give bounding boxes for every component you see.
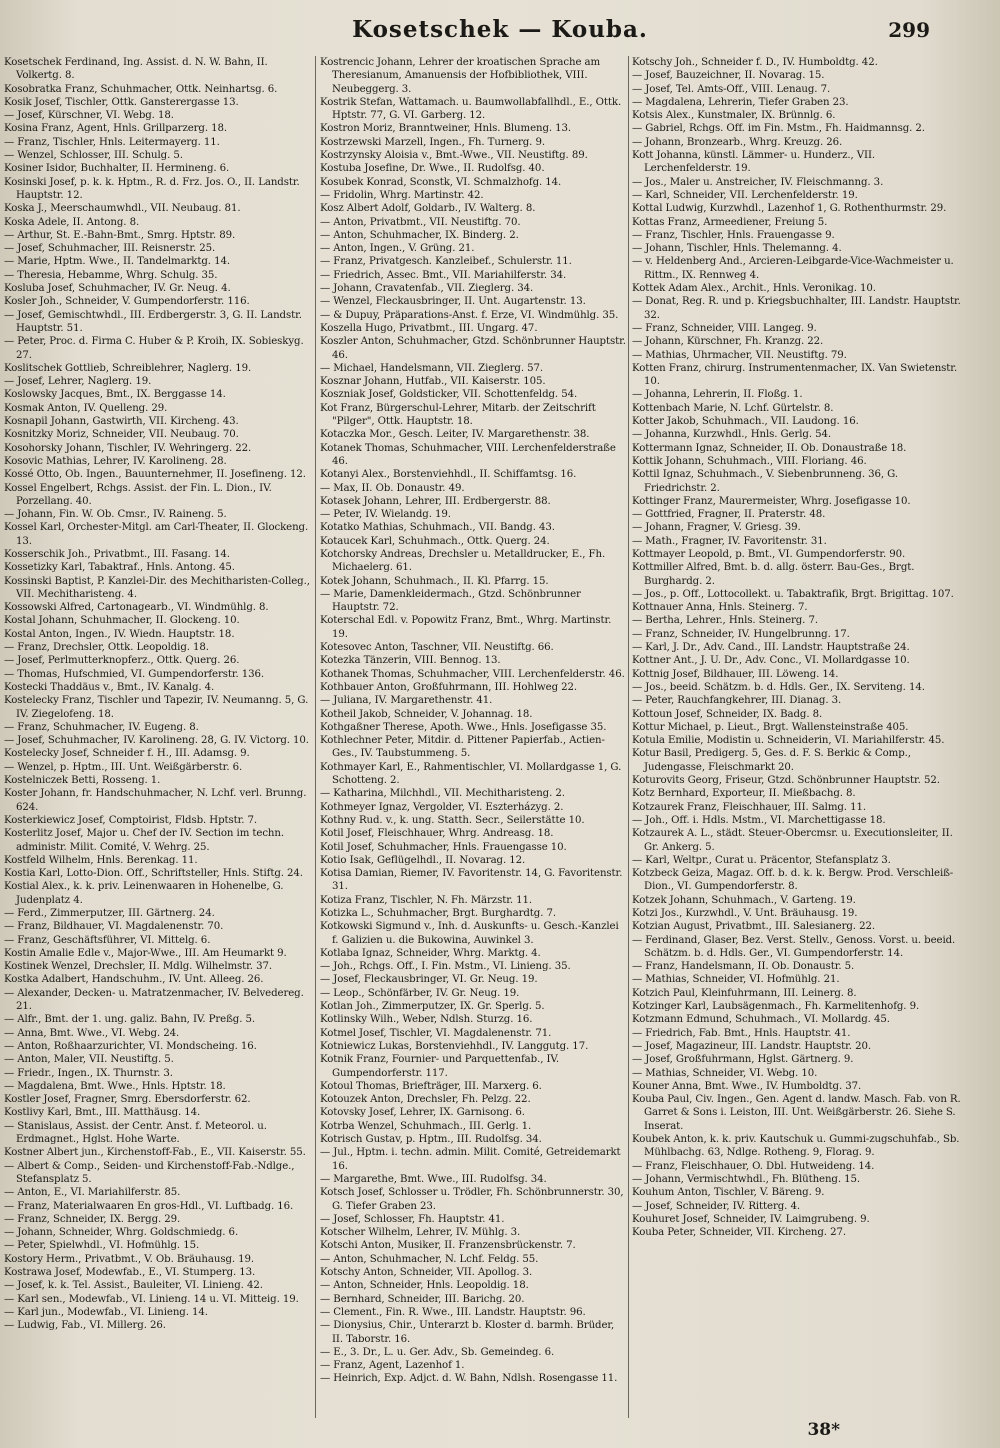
directory-entry: Kotzian August, Privatbmt., III. Salesianerg. 22. [632, 921, 875, 933]
directory-entry: Kotzmann Edmund, Schuhmach., VI. Mollardg. 45. [632, 1014, 890, 1026]
directory-entry: Kotasek Johann, Lehrer, III. Erdbergerstr. 88. [320, 495, 551, 507]
directory-entry: Kostial Alex., k. k. priv. Leinenwaaren in Hohenelbe, G. Judenplatz 4. [4, 881, 284, 906]
directory-entry: — Karl, Weltpr., Curat u. Präcentor, Stefansplatz 3. [632, 854, 891, 866]
directory-entry: Kostecki Thaddäus v., Bmt., IV. Kanalg. 4. [4, 681, 215, 693]
directory-entry: — Josef, Großfuhrmann, Hglst. Gärtnerg. 9. [632, 1054, 854, 1066]
directory-entry: — Franz, Schneider, IX. Bergg. 29. [4, 1213, 181, 1225]
directory-entry: Kostinek Wenzel, Drechsler, II. Mdlg. Wilhelmstr. 37. [4, 961, 272, 973]
directory-entry: — Mathias, Schneider, VI. Webg. 10. [632, 1067, 818, 1079]
directory-entry: — Ferd., Zimmerputzer, III. Gärtnerg. 24. [4, 908, 215, 919]
directory-entry: Kotnik Franz, Fournier- und Parquettenfab., IV. Gumpendorferstr. 117. [320, 1054, 560, 1079]
directory-entry: Kosz Albert Adolf, Goldarb., IV. Walterg. 8. [320, 203, 536, 215]
directory-entry: — Josef, k. k. Tel. Assist., Bauleiter, VI. Linieng. 42. [4, 1280, 263, 1292]
directory-entry: — Anton, Schneider, Hnls. Leopoldig. 18. [320, 1280, 529, 1292]
directory-entry: Kotschi Anton, Musiker, II. Franzensbrückenstr. 7. [320, 1240, 576, 1252]
directory-entry: — Arthur, St. E.-Bahn-Bmt., Smrg. Hptstr. 89. [4, 229, 236, 241]
directory-entry: — Johann, Cravatenfab., VII. Zieglerg. 34. [320, 283, 534, 295]
directory-entry: — Franz, Agent, Lazenhof 1. [320, 1360, 465, 1372]
directory-entry: Koszler Anton, Schuhmacher, Gtzd. Schönbrunner Hauptstr. 46. [320, 336, 626, 361]
directory-entry: — Magdalena, Lehrerin, Tiefer Graben 23. [632, 96, 849, 108]
directory-entry: Kottek Adam Alex., Archit., Hnls. Veronikag. 10. [632, 283, 876, 295]
directory-entry: — Clement., Fin. R. Wwe., III. Landstr. Hauptstr. 96. [320, 1306, 586, 1318]
directory-entry: — Josef, Bauzeichner, II. Novarag. 15. [632, 70, 825, 82]
directory-entry: — Josef, Perlmutterknopferz., Ottk. Querg. 26. [4, 655, 240, 667]
directory-entry: Kotatko Mathias, Schuhmach., VII. Bandg. 43. [320, 522, 555, 534]
directory-entry: — Jos., beeid. Schätzm. b. d. Hdls. Ger., IX. Serviteng. 14. [632, 681, 925, 693]
directory-entry: Kosubek Konrad, Sconstk, VI. Schmalzhofg. 14. [320, 176, 562, 188]
directory-entry: — Anton, Roßhaarzurichter, VI. Mondscheing. 16. [4, 1040, 257, 1052]
directory-entry: — Josef, Schlosser, Fh. Hauptstr. 41. [320, 1213, 505, 1225]
directory-entry: — Franz, Tischler, Hnls. Leitermayerg. 11. [4, 136, 220, 148]
directory-entry: Koska J., Meerschaumwhdl., VII. Neubaug. 81. [4, 203, 241, 215]
directory-entry: — Math., Fragner, IV. Favoritenstr. 31. [632, 535, 827, 547]
directory-entry: Kotoul Thomas, Briefträger, III. Marxerg. 6. [320, 1080, 542, 1092]
directory-entry: — Fridolin, Whrg. Martinstr. 42. [320, 189, 484, 201]
directory-entry: Kottnig Josef, Bildhauer, III. Löweng. 14. [632, 668, 839, 680]
directory-entry: — Peter, Proc. d. Firma C. Huber & P. Kroih, IX. Sobieskyg. 27. [4, 336, 304, 361]
directory-entry: Kotter Jakob, Schuhmach., VII. Laudong. 16. [632, 416, 859, 428]
directory-entry: Kostelniczek Betti, Rosseng. 1. [4, 775, 161, 787]
directory-entry: Kotschy Anton, Schneider, VII. Apollog. 3. [320, 1267, 533, 1279]
directory-entry: — Karl jun., Modewfab., VI. Linieng. 14. [4, 1306, 208, 1318]
directory-entry: — Alfr., Bmt. der 1. ung. galiz. Bahn, IV. Preßg. 5. [4, 1014, 255, 1026]
directory-entry: — Josef, Schuhmacher, III. Reisnerstr. 25. [4, 243, 216, 255]
directory-entry: Kotchorsky Andreas, Drechsler u. Metalldrucker, E., Fh. Michaelerg. 61. [320, 548, 606, 574]
directory-entry: — Anna, Bmt. Wwe., VI. Webg. 24. [4, 1027, 180, 1039]
directory-entry: Kotaczka Mor., Gesch. Leiter, IV. Margarethenstr. 38. [320, 429, 590, 441]
directory-entry: — Johann, Bronzearb., Whrg. Kreuzg. 26. [632, 136, 843, 148]
directory-entry: Kostrencic Johann, Lehrer der kroatischen Sprache am Theresianum, Amanuensis der Hofbibliothek, VIII. Neubeggerg. 3. [320, 57, 601, 95]
page-title: Kosetschek — Kouba. [352, 16, 648, 43]
directory-entry: — Ferdinand, Glaser, Bez. Verst. Stellv., Genoss. Vorst. u. beeid. Schätzm. b. d. Hdls. Ger., VI. Gumpendorferstr. 14. [632, 934, 956, 959]
directory-entry: Kotiza Franz, Tischler, N. Fh. Märzstr. 11. [320, 894, 533, 906]
directory-entry: — Franz, Geschäftsführer, VI. Mittelg. 6. [4, 934, 211, 946]
column-divider [315, 56, 316, 1418]
directory-entry: Kotlinsky Wilh., Weber, Ndlsh. Sturzg. 16. [320, 1014, 533, 1026]
directory-entry: Kotanyi Alex., Borstenviehhdl., II. Schiffamtsg. 16. [320, 469, 577, 481]
directory-entry: — Josef, Schuhmacher, IV. Karolineng. 28, G. IV. Victorg. 10. [4, 735, 309, 747]
column-left [4, 56, 312, 1418]
directory-entry: Kotheil Jakob, Schneider, V. Johannag. 18. [320, 708, 533, 720]
directory-entry: Kostory Herm., Privatbmt., V. Ob. Bräuhausg. 19. [4, 1253, 255, 1265]
directory-entry: — Albert & Comp., Seiden- und Kirchenstoff-Fab.-Ndlge., Stefansplatz 5. [4, 1160, 295, 1185]
directory-entry: Kosinski Josef, p. k. k. Hptm., R. d. Frz. Jos. O., II. Landstr. Hauptstr. 12. [4, 176, 300, 201]
directory-entry: Kottur Michael, p. Lieut., Brgt. Wallensteinstraße 405. [632, 721, 909, 733]
directory-entry: — Karl sen., Modewfab., VI. Linieng. 14 u. VI. Mitteig. 19. [4, 1293, 299, 1305]
directory-entry: Kouba Paul, Civ. Ingen., Gen. Agent d. landw. Masch. Fab. von R. Garret & Sons i. Leiston, III. Unt. Weißgärberstr. 26. Siehe S. Inserat. [632, 1094, 961, 1132]
directory-entry: Koster Johann, fr. Handschuhmacher, N. Lchf. verl. Brunng. 624. [4, 788, 307, 813]
directory-entry: Kosnapil Johann, Gastwirth, VII. Kircheng. 43. [4, 416, 239, 428]
directory-entry: — Franz, Materialwaaren En gros-Hdl., VI. Luftbadg. 16. [4, 1200, 294, 1212]
directory-entry: Kottil Ignaz, Schuhmach., V. Siebenbrunneng. 36, G. Friedrichstr. 2. [632, 469, 898, 494]
directory-entry: Kotaucek Karl, Schuhmach., Ottk. Querg. 24. [320, 535, 550, 547]
directory-entry: Kothmeyer Ignaz, Vergolder, VI. Eszterházyg. 2. [320, 801, 564, 813]
directory-entry: — Wenzel, Fleckausbringer, II. Unt. Augartenstr. 13. [320, 296, 586, 308]
directory-entry: — Mathias, Uhrmacher, VII. Neustiftg. 79. [632, 349, 847, 361]
directory-entry: — Johanna, Kurzwhdl., Hnls. Gerlg. 54. [632, 429, 832, 441]
directory-entry: Kosina Franz, Agent, Hnls. Grillparzerg. 18. [4, 123, 228, 135]
directory-entry: Kotzinger Karl, Laubsägenmach., Fh. Karmelitenhofg. 9. [632, 1001, 920, 1013]
directory-entry: — Franz, Schneider, IV. Hungelbrunng. 17. [632, 628, 850, 640]
directory-entry: Kosmak Anton, IV. Quelleng. 29. [4, 402, 168, 414]
directory-entry: — Margarethe, Bmt. Wwe., III. Rudolfsg. 34. [320, 1173, 547, 1185]
directory-entry: Kotanek Thomas, Schuhmacher, VIII. Lerchenfelderstraße 46. [320, 442, 616, 467]
directory-entry: Kostrik Stefan, Wattamach. u. Baumwollabfallhdl., E., Ottk. Hptstr. 77, G. VI. Garberg. 12. [320, 96, 622, 122]
directory-entry: — Franz, Schneider, VIII. Langeg. 9. [632, 322, 817, 334]
directory-entry: Kosetschek Ferdinand, Ing. Assist. d. N. W. Bahn, II. Volkertg. 8. [4, 57, 268, 82]
directory-entry: Kouba Peter, Schneider, VII. Kircheng. 27. [632, 1227, 846, 1239]
directory-entry: — Friedr., Ingen., IX. Thurnstr. 3. [4, 1067, 173, 1079]
directory-entry: — Franz, Fleischhauer, O. Dbl. Hutweideng. 14. [632, 1160, 875, 1172]
directory-entry: — Anton, Privatbmt., VII. Neustiftg. 70. [320, 216, 521, 228]
directory-entry: Kotzich Paul, Kleinfuhrmann, III. Leinerg. 8. [632, 987, 857, 999]
directory-entry: — Jos., p. Off., Lottocollekt. u. Tabaktrafik, Brgt. Brigittag. 107. [632, 588, 954, 600]
directory-entry: — Gabriel, Rchgs. Off. im Fin. Mstm., Fh. Haidmannsg. 2. [632, 123, 925, 135]
directory-entry: — Friedrich, Assec. Bmt., VII. Mariahilferstr. 34. [320, 269, 567, 281]
directory-entry: — Franz, Drechsler, Ottk. Leopoldig. 18. [4, 642, 209, 654]
directory-entry: Koterschal Edl. v. Popowitz Franz, Bmt., Whrg. Martinstr. 19. [320, 615, 612, 640]
directory-entry: — Franz, Tischler, Hnls. Frauengasse 9. [632, 229, 835, 241]
directory-entry: Kotmel Josef, Tischler, VI. Magdalenenstr. 71. [320, 1027, 552, 1039]
directory-entry: — Franz, Schuhmacher, IV. Eugeng. 8. [4, 721, 199, 733]
directory-entry: Koszella Hugo, Privatbmt., III. Ungarg. 47. [320, 322, 538, 334]
directory-entry: — Josef, Magazineur, III. Landstr. Hauptstr. 20. [632, 1040, 871, 1052]
directory-entry: — Thomas, Hufschmied, VI. Gumpendorferstr. 136. [4, 668, 265, 680]
directory-entry: — Katharina, Milchhdl., VII. Mechitharisteng. 2. [320, 788, 565, 800]
directory-entry: — Anton, Maler, VII. Neustiftg. 5. [4, 1054, 174, 1066]
directory-entry: Kot Franz, Bürgerschul-Lehrer, Mitarb. der Zeitschrift "Pilger", Ottk. Hauptstr. 18. [320, 402, 596, 428]
directory-entry: Kotzbeck Geiza, Magaz. Off. b. d. k. k. Bergw. Prod. Verschleiß-Dion., VI. Gumpendorferstr. 8. [632, 868, 954, 893]
directory-entry: — Marie, Damenkleidermach., Gtzd. Schönbrunner Hauptstr. 72. [320, 588, 581, 614]
directory-entry: — Anton, Schuhmacher, N. Lchf. Feldg. 55. [320, 1253, 539, 1265]
directory-entry: Kosserschik Joh., Privatbmt., III. Fasang. 14. [4, 548, 230, 560]
directory-entry: — Juliana, IV. Margarethenstr. 41. [320, 695, 493, 707]
directory-entry: Kottik Johann, Schuhmach., VIII. Floriang. 46. [632, 455, 867, 467]
directory-entry: — Josef, Gemischtwhdl., III. Erdbergerstr. 3, G. II. Landstr. Hauptstr. 51. [4, 309, 302, 334]
directory-entry: Koslitschek Gottlieb, Schreiblehrer, Naglerg. 19. [4, 362, 252, 374]
directory-entry: Kostner Albert jun., Kirchenstoff-Fab., E., VII. Kaiserstr. 55. [4, 1147, 306, 1159]
directory-entry: — Bernhard, Schneider, III. Barichg. 20. [320, 1293, 525, 1305]
directory-entry: — Magdalena, Bmt. Wwe., Hnls. Hptstr. 18. [4, 1080, 226, 1092]
directory-entry: — Josef, Schneider, IV. Ritterg. 4. [632, 1200, 800, 1212]
directory-entry: Kottmiller Alfred, Bmt. b. d. allg. österr. Bau-Ges., Brgt. Burghardg. 2. [632, 562, 915, 587]
directory-entry: Kotniewicz Lukas, Borstenviehhdl., IV. Langgutg. 17. [320, 1040, 589, 1052]
directory-entry: — Dionysius, Chir., Unterarzt b. Kloster d. barmh. Brüder, II. Taborstr. 16. [320, 1320, 615, 1345]
directory-entry: Kotkowski Sigmund v., Inh. d. Auskunfts- u. Gesch.-Kanzlei f. Galizien u. die Bukowina, Auwinkel 3. [320, 921, 619, 946]
directory-entry: Kostler Josef, Fragner, Smrg. Ebersdorferstr. 62. [4, 1094, 251, 1106]
directory-entry: — Wenzel, Schlosser, III. Schulg. 5. [4, 150, 183, 162]
directory-entry: — Joh., Rchgs. Off., I. Fin. Mstm., VI. Linieng. 35. [320, 961, 571, 973]
directory-entry: Kotschy Joh., Schneider f. D., IV. Humboldtg. 42. [632, 57, 878, 68]
directory-entry: Kosler Joh., Schneider, V. Gumpendorferstr. 116. [4, 296, 250, 308]
directory-entry: Kossowski Alfred, Cartonagearb., VI. Windmühlg. 8. [4, 602, 269, 614]
directory-entry: — Franz, Privatgesch. Kanzleibef., Schulerstr. 11. [320, 256, 572, 268]
directory-entry: — Franz, Handelsmann, II. Ob. Donaustr. 5. [632, 961, 855, 973]
directory-entry: Kosobratka Franz, Schuhmacher, Ottk. Neinhartsg. 6. [4, 83, 278, 95]
directory-entry: — Anton, Ingen., V. Grüng. 21. [320, 243, 475, 255]
directory-entry: Kottoun Josef, Schneider, IX. Badg. 8. [632, 708, 823, 720]
directory-entry: Kotesovec Anton, Taschner, VII. Neustiftg. 66. [320, 642, 554, 654]
directory-entry: Kostrzewski Marzell, Ingen., Fh. Turnerg. 9. [320, 136, 545, 148]
column-middle [320, 56, 626, 1418]
directory-entry: Kottermann Ignaz, Schneider, II. Ob. Donaustraße 18. [632, 442, 907, 454]
directory-entry: — Stanislaus, Assist. der Centr. Anst. f. Meteorol. u. Erdmagnet., Hglst. Hohe Warte. [4, 1120, 267, 1146]
directory-entry: Kotur Basil, Predigerg. 5, Ges. d. F. S. Berkic & Comp., Judengasse, Fleischmarkt 20. [632, 748, 911, 773]
directory-entry: Koslowsky Jacques, Bmt., IX. Berggasse 14. [4, 389, 226, 401]
directory-entry: Kotsis Alex., Kunstmaler, IX. Brünnlg. 6. [632, 110, 836, 122]
directory-entry: — Johann, Fragner, V. Griesg. 39. [632, 522, 801, 534]
directory-entry: Kotlan Joh., Zimmerputzer, IX. Gr. Sperlg. 5. [320, 1001, 545, 1013]
signature-mark: 38* [807, 1420, 840, 1440]
directory-entry: Kouhuret Josef, Schneider, IV. Laimgrubeng. 9. [632, 1213, 870, 1225]
directory-entry: — Josef, Lehrer, Naglerg. 19. [4, 376, 152, 388]
directory-entry: Kothanek Thomas, Schuhmacher, VIII. Lerchenfelderstr. 46. [320, 668, 625, 680]
directory-entry: Kotrba Wenzel, Schuhmach., III. Gerlg. 1. [320, 1120, 532, 1132]
directory-entry: Kostfeld Wilhelm, Hnls. Berenkag. 11. [4, 854, 198, 866]
directory-entry: Kossel Karl, Orchester-Mitgl. am Carl-Theater, II. Glockeng. 13. [4, 522, 309, 547]
directory-entry: Kostelecky Franz, Tischler und Tapezir, IV. Neumanng. 5, G. IV. Ziegelofeng. 18. [4, 695, 309, 720]
directory-entry: — Friedrich, Fab. Bmt., Hnls. Hauptstr. 41. [632, 1027, 851, 1039]
directory-entry: Kosiner Isidor, Buchhalter, II. Hermineng. 6. [4, 163, 230, 175]
directory-entry: Kothmayer Karl, E., Rahmentischler, VI. Mollardgasse 1, G. Schotteng. 2. [320, 761, 622, 787]
directory-entry: Kothbauer Anton, Großfuhrmann, III. Hohlweg 22. [320, 681, 578, 693]
directory-entry: Kotizka L., Schuhmacher, Brgt. Burghardtg. 7. [320, 908, 557, 919]
directory-entry: Kostka Adalbert, Handschuhm., IV. Unt. Alleeg. 26. [4, 974, 264, 986]
directory-entry: Kottas Franz, Armeediener, Freiung 5. [632, 216, 828, 228]
column-divider [628, 56, 629, 1418]
directory-entry: Kotio Isak, Geflügelhdl., II. Novarag. 12. [320, 854, 526, 866]
directory-entry: — Mathias, Schneider, VI. Hofmühlg. 21. [632, 974, 840, 986]
directory-entry: Kothlechner Peter, Mitdir. d. Pittener Papierfab., Actien-Ges., IV. Taubstummeng. 5. [320, 735, 605, 760]
directory-entry: — Michael, Handelsmann, VII. Zieglerg. 57. [320, 362, 544, 374]
directory-entry: — E., 3. Dr., L. u. Ger. Adv., Sb. Gemeindeg. 6. [320, 1346, 555, 1358]
directory-entry: Kouhum Anton, Tischler, V. Bäreng. 9. [632, 1187, 825, 1199]
directory-entry: Kouner Anna, Bmt. Wwe., IV. Humboldtg. 37. [632, 1080, 862, 1092]
directory-entry: Kotzek Johann, Schuhmach., V. Garteng. 19. [632, 894, 856, 906]
directory-entry: — Peter, Rauchfangkehrer, III. Dianag. 3. [632, 695, 842, 707]
directory-entry: Kottnauer Anna, Hnls. Steinerg. 7. [632, 602, 808, 614]
directory-entry: Kosovic Mathias, Lehrer, IV. Karolineng. 28. [4, 455, 227, 467]
directory-entry: Kottenbach Marie, N. Lchf. Gürtelstr. 8. [632, 402, 834, 414]
directory-entry: — Peter, Spielwhdl., VI. Hofmühlg. 15. [4, 1240, 200, 1252]
directory-entry: — Donat, Reg. R. und p. Kriegsbuchhalter, III. Landstr. Hauptstr. 32. [632, 296, 961, 321]
directory-entry: — Johanna, Lehrerin, II. Floßg. 1. [632, 389, 803, 401]
directory-entry: Kosik Josef, Tischler, Ottk. Gansterergasse 13. [4, 96, 239, 108]
directory-entry: Kotscher Wilhelm, Lehrer, IV. Mühlg. 3. [320, 1227, 521, 1239]
directory-entry: — Josef, Fleckausbringer, VI. Gr. Neug. 19. [320, 974, 538, 986]
directory-entry: — Bertha, Lehrer., Hnls. Steinerg. 7. [632, 615, 818, 627]
directory-entry: Kossel Engelbert, Rchgs. Assist. der Fin. L. Dion., IV. Porzellang. 40. [4, 482, 272, 507]
directory-entry: Kostin Amalie Edle v., Major-Wwe., III. Am Heumarkt 9. [4, 947, 287, 959]
directory-entry: Kottmayer Leopold, p. Bmt., VI. Gumpendorferstr. 90. [632, 548, 906, 560]
directory-entry: Kostal Anton, Ingen., IV. Wiedn. Hauptstr. 18. [4, 628, 235, 640]
directory-entry: — Karl, J. Dr., Adv. Cand., III. Landstr. Hauptstraße 24. [632, 642, 910, 654]
directory-entry: — Franz, Bildhauer, VI. Magdalenenstr. 70. [4, 921, 224, 933]
directory-entry: — Anton, Schuhmacher, IX. Binderg. 2. [320, 229, 519, 241]
directory-entry: Kosnitzky Moriz, Schneider, VII. Neubaug. 70. [4, 429, 239, 441]
directory-entry: Kossetizky Karl, Tabaktraf., Hnls. Antong. 45. [4, 562, 235, 574]
page-number: 299 [888, 18, 930, 42]
directory-entry: — Josef, Tel. Amts-Off., VIII. Lenaug. 7. [632, 83, 831, 95]
directory-entry: — Leop., Schönfärber, IV. Gr. Neug. 19. [320, 987, 520, 999]
directory-entry: Kossé Otto, Ob. Ingen., Bauunternehmer, II. Josefineng. 12. [4, 469, 306, 481]
directory-entry: — Gottfried, Fragner, II. Praterstr. 48. [632, 509, 826, 521]
directory-entry: Kotsch Josef, Schlosser u. Trödler, Fh. Schönbrunnerstr. 30, G. Tiefer Graben 23. [320, 1187, 624, 1212]
directory-entry: Kotil Josef, Fleischhauer, Whrg. Andreasg. 18. [320, 828, 554, 840]
directory-entry: Koszniak Josef, Goldsticker, VII. Schottenfeldg. 54. [320, 389, 578, 401]
directory-entry: — Johann, Fin. W. Ob. Cmsr., IV. Raineng. 5. [4, 509, 227, 521]
directory-entry: Kothgaßner Therese, Apoth. Wwe., Hnls. Josefigasse 35. [320, 721, 607, 733]
directory-entry: — Johann, Schneider, Whrg. Goldschmiedg. 6. [4, 1227, 239, 1239]
directory-entry: — Heinrich, Exp. Adjct. d. W. Bahn, Ndlsh. Rosengasse 11. [320, 1373, 618, 1385]
directory-entry: Kosterkiewicz Josef, Comptoirist, Fldsb. Hptstr. 7. [4, 814, 258, 826]
directory-entry: Kotezka Tänzerin, VIII. Bennog. 13. [320, 655, 501, 667]
directory-entry: — Josef, Kürschner, VI. Webg. 18. [4, 110, 174, 122]
directory-entry: Kotz Bernhard, Exporteur, II. Mießbachg. 8. [632, 788, 856, 800]
directory-entry: Kotzaurek A. L., städt. Steuer-Obercmsr. u. Executionsleiter, II. Gr. Ankerg. 5. [632, 828, 953, 853]
directory-entry: — Wenzel, p. Hptm., III. Unt. Weißgärberstr. 6. [4, 761, 243, 773]
directory-entry: — & Dupuy, Präparations-Anst. f. Erze, VI. Windmühlg. 35. [320, 309, 619, 321]
directory-entry: Kothny Rud. v., k. ung. Statth. Secr., Seilerstätte 10. [320, 814, 585, 826]
directory-entry: Kottal Ludwig, Kurzwhdl., Lazenhof 1, G. Rothenthurmstr. 29. [632, 203, 947, 215]
directory-entry: Kotlaba Ignaz, Schneider, Whrg. Marktg. 4. [320, 947, 541, 959]
directory-entry: Kostron Moriz, Branntweiner, Hnls. Blumeng. 13. [320, 123, 572, 135]
directory-entry: Kosznar Johann, Hutfab., VII. Kaiserstr. 105. [320, 376, 546, 388]
directory-entry: — Johann, Tischler, Hnls. Thelemanng. 4. [632, 243, 842, 255]
directory-entry: — Ludwig, Fab., VI. Millerg. 26. [4, 1320, 166, 1332]
directory-entry: Kotula Emilie, Modistin u. Schneiderin, VI. Mariahilferstr. 45. [632, 735, 945, 747]
page-header [0, 12, 1000, 52]
directory-entry: Kostrawa Josef, Modewfab., E., VI. Stumperg. 13. [4, 1267, 256, 1279]
directory-entry: Kotzaurek Franz, Fleischhauer, III. Salmg. 11. [632, 801, 866, 813]
directory-entry: Kotouzek Anton, Drechsler, Fh. Pelzg. 22. [320, 1094, 531, 1106]
directory-entry: — Theresia, Hebamme, Whrg. Schulg. 35. [4, 269, 218, 281]
directory-entry: Kottner Ant., J. U. Dr., Adv. Conc., VI. Mollardgasse 10. [632, 655, 910, 667]
directory-entry: Kosohorsky Johann, Tischler, IV. Wehringerg. 22. [4, 442, 252, 454]
column-right [632, 56, 962, 1418]
directory-entry: Kostelecky Josef, Schneider f. H., III. Adamsg. 9. [4, 748, 250, 760]
directory-entry: Kostal Johann, Schuhmacher, II. Glockeng. 10. [4, 615, 240, 627]
directory-entry: — Anton, E., VI. Mariahilferstr. 85. [4, 1187, 181, 1199]
directory-entry: Kostlivy Karl, Bmt., III. Matthäusg. 14. [4, 1107, 201, 1119]
directory-entry: — Jul., Hptm. i. techn. admin. Milit. Comité, Getreidemarkt 16. [320, 1147, 621, 1172]
directory-entry: — Marie, Hptm. Wwe., II. Tandelmarktg. 14. [4, 256, 230, 268]
directory-entry: Kostrzynsky Aloisia v., Bmt.-Wwe., VII. Neustiftg. 89. [320, 150, 588, 162]
directory-entry: Koturovits Georg, Friseur, Gtzd. Schönbrunner Hauptstr. 52. [632, 775, 940, 787]
directory-entry: Kostia Karl, Lotto-Dion. Off., Schriftsteller, Hnls. Stiftg. 24. [4, 868, 303, 880]
directory-entry: — v. Heldenberg And., Arcieren-Leibgarde-Vice-Wachmeister u. Rittm., IX. Rennweg 4. [632, 256, 954, 281]
directory-entry: Kosluba Josef, Schuhmacher, IV. Gr. Neug. 4. [4, 283, 231, 295]
directory-entry: Kossinski Baptist, P. Kanzlei-Dir. des Mechitharisten-Colleg., VII. Mechitharisteng. 4. [4, 575, 310, 600]
columns-container [4, 56, 996, 1418]
directory-entry: Kottinger Franz, Maurermeister, Whrg. Josefigasse 10. [632, 495, 911, 507]
directory-entry: Kotisa Damian, Riemer, IV. Favoritenstr. 14, G. Favoritenstr. 31. [320, 868, 623, 893]
directory-entry: Kotek Johann, Schuhmach., II. Kl. Pfarrg. 15. [320, 575, 549, 587]
directory-entry: Koska Adele, II. Antong. 8. [4, 216, 140, 228]
directory-entry: — Max, II. Ob. Donaustr. 49. [320, 482, 465, 494]
directory-entry: Koubek Anton, k. k. priv. Kautschuk u. Gummi-zugschuhfab., Sb. Mühlbachg. 63, Ndlge. Rotheng. 9, Florag. 9. [632, 1134, 960, 1159]
directory-entry: — Karl, Schneider, VII. Lerchenfelderstr. 19. [632, 189, 858, 201]
directory-entry: — Joh., Off. i. Hdls. Mstm., VI. Marchettigasse 18. [632, 814, 886, 826]
directory-entry: Kotrisch Gustav, p. Hptm., III. Rudolfsg. 34. [320, 1134, 542, 1146]
directory-entry: Kotil Josef, Schuhmacher, Hnls. Frauengasse 10. [320, 841, 567, 853]
directory-entry: — Johann, Kürschner, Fh. Kranzg. 22. [632, 336, 824, 348]
directory-entry: Kott Johanna, künstl. Lämmer- u. Hunderz., VII. Lerchenfelderstr. 19. [632, 150, 876, 175]
directory-entry: Kotzi Jos., Kurzwhdl., V. Unt. Bräuhausg. 19. [632, 908, 858, 919]
directory-entry: — Johann, Vermischtwhdl., Fh. Blütheng. 15. [632, 1173, 861, 1185]
directory-entry: Kosterlitz Josef, Major u. Chef der IV. Section im techn. administr. Milit. Comité, V. Wehrg. 25. [4, 828, 284, 853]
directory-entry: — Peter, IV. Wielandg. 19. [320, 509, 451, 521]
directory-entry: — Jos., Maler u. Anstreicher, IV. Fleischmanng. 3. [632, 176, 884, 188]
directory-entry: — Alexander, Decken- u. Matratzenmacher, IV. Belvedereg. 21. [4, 987, 304, 1013]
directory-entry: Kotovsky Josef, Lehrer, IX. Garnisong. 6. [320, 1107, 525, 1119]
directory-entry: Kostuba Josefine, Dr. Wwe., II. Rudolfsg. 40. [320, 163, 545, 175]
directory-entry: Kotten Franz, chirurg. Instrumentenmacher, IX. Van Swietenstr. 10. [632, 362, 958, 388]
